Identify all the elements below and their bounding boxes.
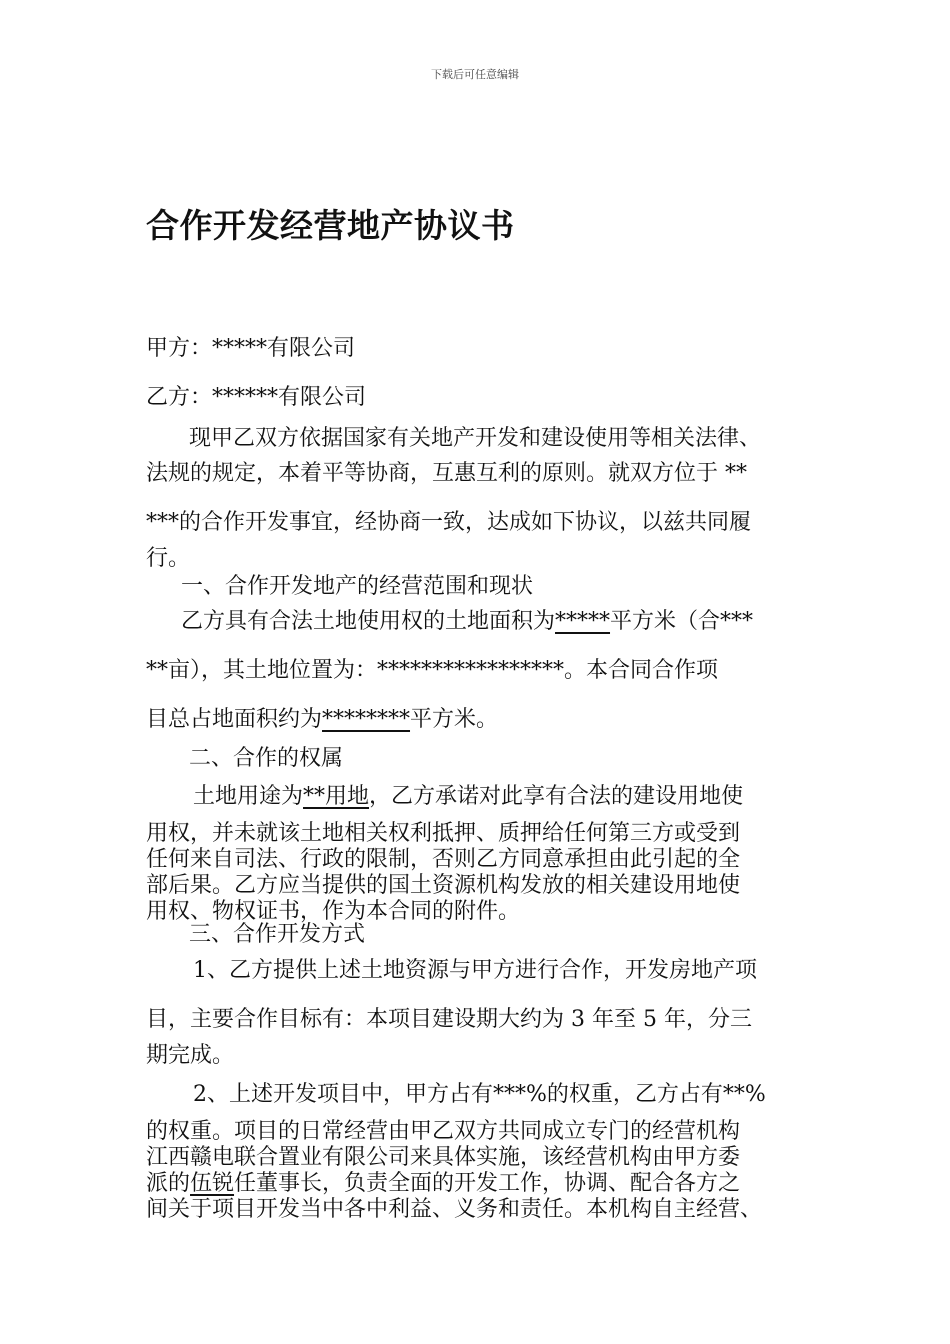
paragraph-line — [146, 706, 498, 734]
section-heading: 二、合作的权属 — [189, 746, 344, 771]
paragraph-line: 的权重。项目的日常经营由甲乙双方共同成立专门的经营机构 — [146, 1119, 741, 1144]
text-run: 平方米。 — [410, 707, 499, 732]
paragraph-line: 2、上述开发项目中，甲方占有***%的权重，乙方占有**% — [193, 1082, 766, 1107]
text-run: 平方米（合*** — [610, 609, 754, 634]
text-run: 目总占地面积约为 — [146, 707, 323, 732]
text-run: 土地用途为 — [193, 784, 304, 809]
paragraph-line: 1、乙方提供上述土地资源与甲方进行合作，开发房地产项 — [193, 958, 757, 983]
paragraph-line: 用权、物权证书，作为本合同的附件。 — [146, 899, 521, 924]
text-run: 任董事长，负责全面的开发工作，协调、配合各方之 — [234, 1171, 741, 1196]
paragraph-line: 间关于项目开发当中各中利益、义务和责任。本机构自主经营、 — [146, 1197, 763, 1222]
paragraph-line: 法规的规定，本着平等协商，互惠互利的原则。就双方位于 ** — [146, 461, 747, 486]
header-note: 下载后可任意编辑 — [431, 68, 519, 81]
paragraph-line: 期完成。 — [146, 1043, 235, 1068]
paragraph-line: 目，主要合作目标有：本项目建设期大约为 3 年至 5 年，分三 — [146, 1007, 752, 1032]
paragraph-line — [146, 1170, 740, 1198]
paragraph-line: **亩），其土地位置为：*****************。本合同合作项 — [146, 658, 719, 683]
paragraph-line: 部后果。乙方应当提供的国土资源机构发放的相关建设用地使 — [146, 873, 741, 898]
paragraph-line: 江西赣电联合置业有限公司来具体实施，该经营机构由甲方委 — [146, 1145, 741, 1170]
party-a-line: 甲方：*****有限公司 — [146, 336, 356, 361]
text-run: 派的 — [146, 1171, 191, 1196]
paragraph-line — [181, 608, 753, 636]
text-run: 乙方具有合法土地使用权的土地面积为 — [181, 609, 556, 634]
text-run: ，乙方承诺对此享有合法的建设用地使 — [369, 784, 744, 809]
paragraph-line: 现甲乙双方依据国家有关地产开发和建设使用等相关法律、 — [189, 426, 762, 451]
party-b-line: 乙方：******有限公司 — [146, 385, 367, 410]
underlined-name: 伍锐 — [190, 1171, 235, 1196]
paragraph-line — [193, 783, 743, 811]
paragraph-line: 任何来自司法、行政的限制，否则乙方同意承担由此引起的全 — [146, 847, 741, 872]
paragraph-line: ***的合作开发事宜，经协商一致，达成如下协议，以兹共同履 — [146, 510, 752, 535]
paragraph-line: 行。 — [146, 546, 191, 571]
document-title: 合作开发经营地产协议书 — [146, 206, 515, 245]
paragraph-line: 用权，并未就该土地相关权利抵押、质押给任何第三方或受到 — [146, 821, 741, 846]
underlined-value: ***** — [555, 609, 611, 634]
section-heading: 三、合作开发方式 — [189, 922, 366, 947]
section-heading: 一、合作开发地产的经营范围和现状 — [181, 574, 534, 599]
underlined-value: **用地 — [303, 784, 370, 809]
underlined-value: ******** — [322, 707, 411, 732]
